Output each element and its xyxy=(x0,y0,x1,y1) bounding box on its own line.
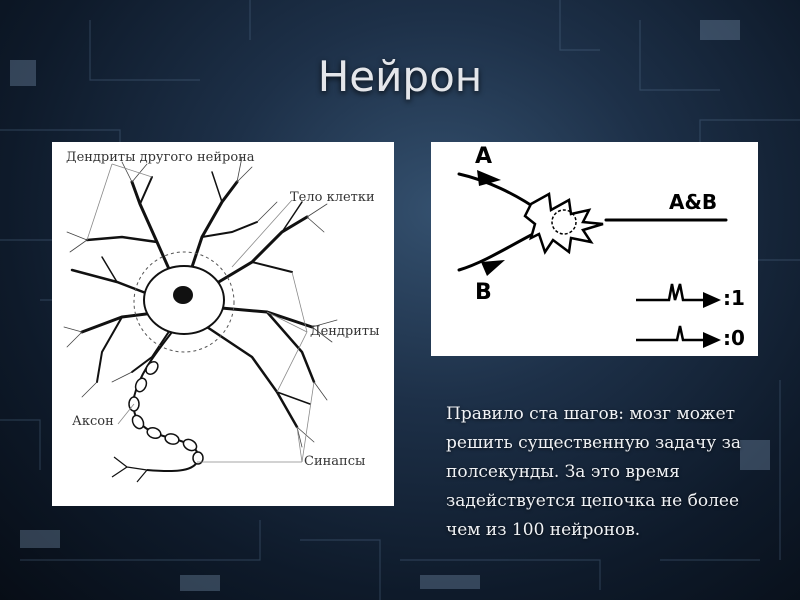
output-label: A&B xyxy=(669,190,718,214)
signal-arrow-zero-icon xyxy=(703,332,721,348)
input-a-label: A xyxy=(475,144,493,169)
label-cell-body: Тело клетки xyxy=(290,190,375,205)
label-other-dendrites: Дендриты другого нейрона xyxy=(66,150,255,165)
signal-zero-label: :0 xyxy=(723,326,745,350)
signal-arrow-one-icon xyxy=(703,292,721,308)
logic-neuron-diagram xyxy=(431,142,758,356)
label-dendrites: Дендриты xyxy=(310,324,380,339)
caption-line: чем из 100 нейронов. xyxy=(446,520,641,540)
neuron-diagram xyxy=(52,142,394,506)
label-axon: Аксон xyxy=(72,414,114,429)
hundred-step-rule-text xyxy=(446,400,786,545)
logic-illustration xyxy=(431,142,758,356)
signal-one-label: :1 xyxy=(723,286,745,310)
caption-line: задействуется цепочка не более xyxy=(446,491,740,511)
soma-icon xyxy=(525,194,603,252)
caption-line: Правило ста шагов: мозг может xyxy=(446,404,736,424)
slide-title: Нейрон xyxy=(317,52,483,101)
caption-line: решить существенную задачу за xyxy=(446,433,742,453)
arrow-b-icon xyxy=(481,260,505,276)
input-b-label: B xyxy=(475,280,492,305)
label-synapses: Синапсы xyxy=(304,454,366,469)
caption-line: полсекунды. За это время xyxy=(446,462,680,482)
